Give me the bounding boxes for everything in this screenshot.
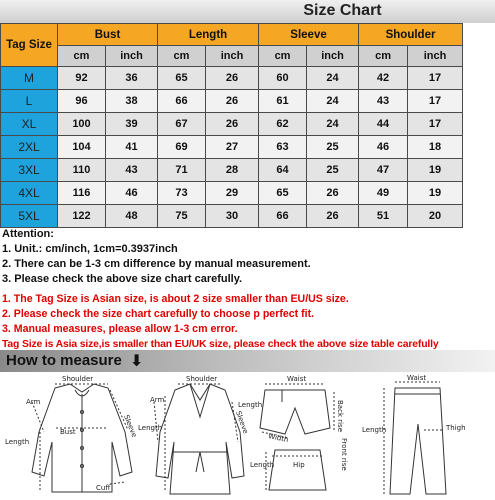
measurement-diagrams <box>0 372 495 500</box>
table-cell: 66 <box>158 90 206 113</box>
sleeve-label: Sleeve <box>234 409 250 435</box>
coat-diagram-icon <box>154 384 244 494</box>
table-cell: 26 <box>307 205 359 228</box>
length-label: Length <box>138 424 163 432</box>
unit-header: inch <box>307 46 359 67</box>
length-header: Length <box>158 24 259 46</box>
how-to-measure-title: How to measure <box>6 352 122 369</box>
table-cell: 116 <box>58 182 106 205</box>
page-title: Size Chart <box>303 2 382 19</box>
table-cell: 24 <box>307 67 359 90</box>
table-cell: 48 <box>106 205 158 228</box>
table-cell: 122 <box>58 205 106 228</box>
table-cell: 60 <box>259 67 307 90</box>
shoulder-label: Shoulder <box>186 375 218 383</box>
arrow-down-icon: ⬇ <box>130 353 144 370</box>
table-cell: 96 <box>58 90 106 113</box>
table-cell: 19 <box>408 159 463 182</box>
table-cell: 73 <box>158 182 206 205</box>
table-cell: 36 <box>106 67 158 90</box>
tag-size-cell: M <box>1 67 58 90</box>
tag-size-cell: 4XL <box>1 182 58 205</box>
table-cell: 30 <box>206 205 259 228</box>
warning-notes <box>2 292 494 352</box>
tag-size-cell: 2XL <box>1 136 58 159</box>
table-cell: 29 <box>206 182 259 205</box>
skirt-diagram-icon <box>266 450 326 490</box>
unit-header: cm <box>259 46 307 67</box>
length-label: Length <box>5 438 30 446</box>
table-row <box>1 182 463 205</box>
table-cell: 42 <box>359 67 408 90</box>
table-row <box>1 136 463 159</box>
title-bar <box>0 0 495 23</box>
table-cell: 62 <box>259 113 307 136</box>
cuff-label: Cuff <box>96 484 111 492</box>
table-unit-header-row <box>1 46 463 67</box>
table-cell: 100 <box>58 113 106 136</box>
table-cell: 71 <box>158 159 206 182</box>
table-cell: 25 <box>307 159 359 182</box>
table-cell: 17 <box>408 113 463 136</box>
table-row <box>1 67 463 90</box>
table-cell: 92 <box>58 67 106 90</box>
tag-size-cell: L <box>1 90 58 113</box>
attention-heading: Attention: <box>2 228 54 240</box>
warning-item: 3. Manual measures, please allow 1-3 cm error. <box>2 323 238 335</box>
table-row <box>1 205 463 228</box>
warning-item: 2. Please check the size chart carefully to choose p perfect fit. <box>2 308 315 320</box>
table-cell: 17 <box>408 67 463 90</box>
table-cell: 69 <box>158 136 206 159</box>
table-cell: 104 <box>58 136 106 159</box>
shoulder-label: Shoulder <box>62 375 94 383</box>
table-cell: 17 <box>408 90 463 113</box>
table-cell: 43 <box>106 159 158 182</box>
warning-item: Tag Size is Asia size,is smaller than EU/UK size, please check the above size table carefully <box>2 339 439 350</box>
attention-item: 3. Please check the above size chart carefully. <box>2 273 243 285</box>
table-cell: 26 <box>206 113 259 136</box>
table-cell: 66 <box>259 205 307 228</box>
table-cell: 39 <box>106 113 158 136</box>
table-cell: 26 <box>206 90 259 113</box>
front-rise-label: Front rise <box>340 438 348 471</box>
table-cell: 19 <box>408 182 463 205</box>
attention-notes <box>2 227 492 287</box>
table-cell: 65 <box>158 67 206 90</box>
length-label: Length <box>250 461 275 469</box>
trousers-diagram-icon <box>384 382 446 494</box>
table-cell: 46 <box>359 136 408 159</box>
arm-label: Arm <box>150 396 165 404</box>
unit-header: inch <box>408 46 463 67</box>
bust-label: Bust <box>60 428 76 436</box>
size-table <box>0 23 463 228</box>
tag-size-cell: XL <box>1 113 58 136</box>
table-cell: 64 <box>259 159 307 182</box>
table-cell: 67 <box>158 113 206 136</box>
table-cell: 25 <box>307 136 359 159</box>
waist-label: Waist <box>287 375 307 383</box>
table-cell: 18 <box>408 136 463 159</box>
table-cell: 26 <box>307 182 359 205</box>
table-cell: 41 <box>106 136 158 159</box>
table-cell: 51 <box>359 205 408 228</box>
table-cell: 75 <box>158 205 206 228</box>
bust-header: Bust <box>58 24 158 46</box>
unit-header: cm <box>58 46 106 67</box>
thigh-label: Thigh <box>446 424 466 432</box>
table-row <box>1 159 463 182</box>
table-cell: 49 <box>359 182 408 205</box>
table-cell: 24 <box>307 90 359 113</box>
width-label: Width <box>267 432 290 445</box>
measurement-illustrations <box>0 372 495 500</box>
table-cell: 24 <box>307 113 359 136</box>
table-cell: 44 <box>359 113 408 136</box>
table-cell: 28 <box>206 159 259 182</box>
how-to-measure-banner <box>0 350 495 372</box>
length-label: Length <box>362 426 387 434</box>
warning-item: 1. The Tag Size is Asian size, is about 2 size smaller than EU/US size. <box>2 293 349 305</box>
table-cell: 63 <box>259 136 307 159</box>
attention-item: 2. There can be 1-3 cm difference by manual measurement. <box>2 258 311 270</box>
tag-size-cell: 3XL <box>1 159 58 182</box>
table-cell: 65 <box>259 182 307 205</box>
tag-size-header: Tag Size <box>1 24 58 67</box>
sleeve-label: Sleeve <box>122 413 139 439</box>
table-cell: 43 <box>359 90 408 113</box>
table-group-header-row <box>1 24 463 46</box>
table-row <box>1 113 463 136</box>
tag-size-cell: 5XL <box>1 205 58 228</box>
table-cell: 26 <box>206 67 259 90</box>
table-cell: 46 <box>106 182 158 205</box>
unit-header: cm <box>359 46 408 67</box>
waist-label: Waist <box>407 374 427 382</box>
table-cell: 27 <box>206 136 259 159</box>
sleeve-header: Sleeve <box>259 24 359 46</box>
blouse-diagram-icon <box>32 384 132 492</box>
unit-header: cm <box>158 46 206 67</box>
unit-header: inch <box>106 46 158 67</box>
table-cell: 61 <box>259 90 307 113</box>
unit-header: inch <box>206 46 259 67</box>
shorts-diagram-icon <box>260 384 334 438</box>
attention-item: 1. Unit.: cm/inch, 1cm=0.3937inch <box>2 243 178 255</box>
table-cell: 38 <box>106 90 158 113</box>
hip-label: Hip <box>293 461 305 469</box>
table-row <box>1 90 463 113</box>
table-cell: 110 <box>58 159 106 182</box>
table-cell: 47 <box>359 159 408 182</box>
back-rise-label: Back rise <box>336 400 344 432</box>
shoulder-header: Shoulder <box>359 24 463 46</box>
table-cell: 20 <box>408 205 463 228</box>
length-label: Length <box>238 401 263 409</box>
arm-label: Arm <box>26 398 41 406</box>
